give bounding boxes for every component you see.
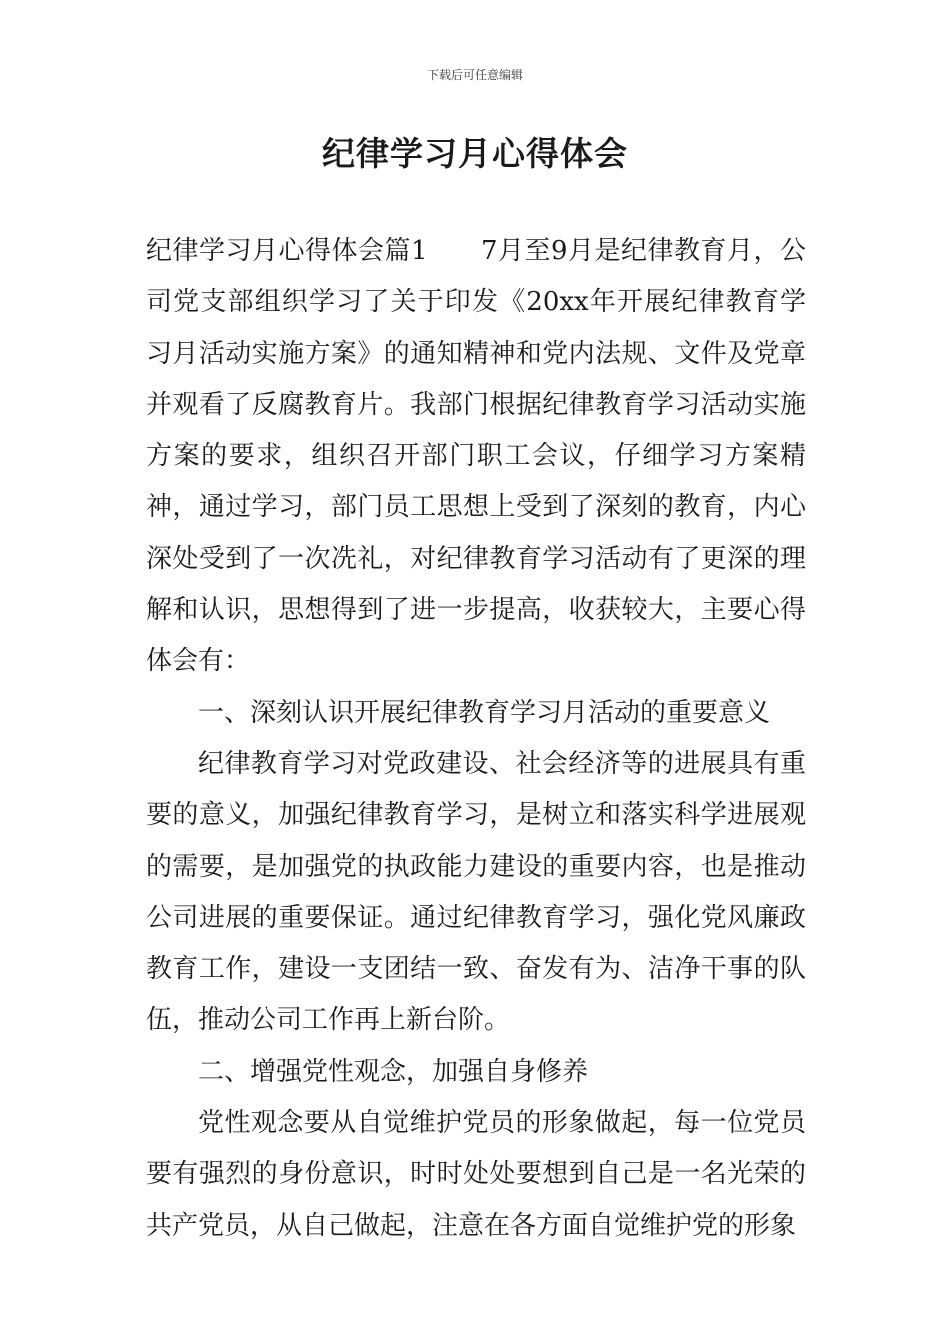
document-body (146, 226, 806, 1252)
paragraph-intro: 纪律学习月心得体会篇1 7月至9月是纪律教育月，公司党支部组织学习了关于印发《20xx年开展纪律教育学习月活动实施方案》的通知精神和党内法规、文件及党章并观看了反腐教育片。我部门根据纪律教育学习活动实施方案的要求，组织召开部门职工会议，仔细学习方案精神，通过学习，部门员工思想上受到了深刻的教育，内心深处受到了一次冼礼，对纪律教育学习活动有了更深的理解和认识，思想得到了进一步提高，收获较大，主要心得体会有： (146, 236, 806, 677)
page-header-note: 下载后可任意编辑 (426, 68, 523, 82)
document-title: 纪律学习月心得体会 (322, 134, 628, 173)
paragraph-section-1: 纪律教育学习对党政建设、社会经济等的进展具有重要的意义，加强纪律教育学习，是树立和落实科学进展观的需要，是加强党的执政能力建设的重要内容，也是推动公司进展的重要保证。通过纪律教育学习，强化党风廉政教育工作，建设一支团结一致、奋发有为、洁净干事的队伍，推动公司工作再上新台阶。 (146, 748, 806, 1036)
section-heading-1: 一、深刻认识开展纪律教育学习月活动的重要意义 (198, 697, 771, 728)
section-heading-2: 二、增强党性观念，加强自身修养 (198, 1056, 589, 1087)
paragraph-section-2: 党性观念要从自觉维护党员的形象做起，每一位党员要有强烈的身份意识，时时处处要想到自己是一名光荣的共产党员，从自己做起，注意在各方面自觉维护党的形象 (146, 1108, 806, 1241)
